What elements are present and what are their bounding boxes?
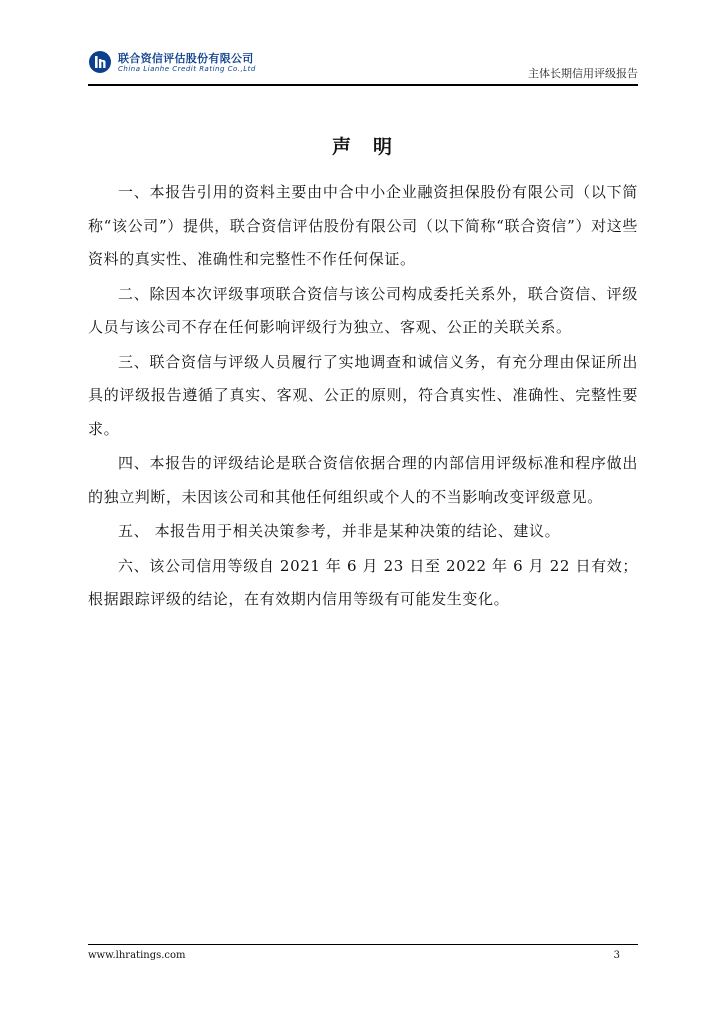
header-divider xyxy=(88,84,638,88)
logo-icon xyxy=(88,50,112,74)
paragraph-5: 五、 本报告用于相关决策参考，并非是某种决策的结论、建议。 xyxy=(118,522,561,540)
footer-divider xyxy=(88,944,638,945)
page-header xyxy=(88,44,638,86)
statement-body xyxy=(88,176,638,618)
company-name-cn: 联合资信评估股份有限公司 xyxy=(118,52,254,65)
company-name-en: China Lianhe Credit Rating Co.,Ltd xyxy=(118,65,256,73)
paragraph-3: 三、联合资信与评级人员履行了实地调查和诚信义务，有充分理由保证所出具的评级报告遵循了真实、客观、公正的原则，符合真实性、准确性、完整性要求。 xyxy=(88,352,638,438)
paragraph-2: 二、除因本次评级事项联合资信与该公司构成委托关系外，联合资信、评级人员与该公司不存在任何影响评级行为独立、客观、公正的关联关系。 xyxy=(88,284,638,336)
page-number: 3 xyxy=(613,950,620,961)
paragraph-1: 一、本报告引用的资料主要由中合中小企业融资担保股份有限公司（以下简称“该公司”）提供，联合资信评估股份有限公司（以下简称“联合资信”）对这些资料的真实性、准确性和完整性不作任何保证。 xyxy=(88,183,638,268)
page-title: 声明 xyxy=(331,136,414,158)
paragraph-6: 六、该公司信用等级自 2021 年 6 月 23 日至 2022 年 6 月 22 日有效；根据跟踪评级的结论，在有效期内信用等级有可能发生变化。 xyxy=(88,556,638,608)
footer-website: www.lhratings.com xyxy=(88,950,186,961)
report-type: 主体长期信用评级报告 xyxy=(528,67,638,80)
paragraph-4: 四、本报告的评级结论是联合资信依据合理的内部信用评级标准和程序做出的独立判断，未因该公司和其他任何组织或个人的不当影响改变评级意见。 xyxy=(88,454,638,506)
